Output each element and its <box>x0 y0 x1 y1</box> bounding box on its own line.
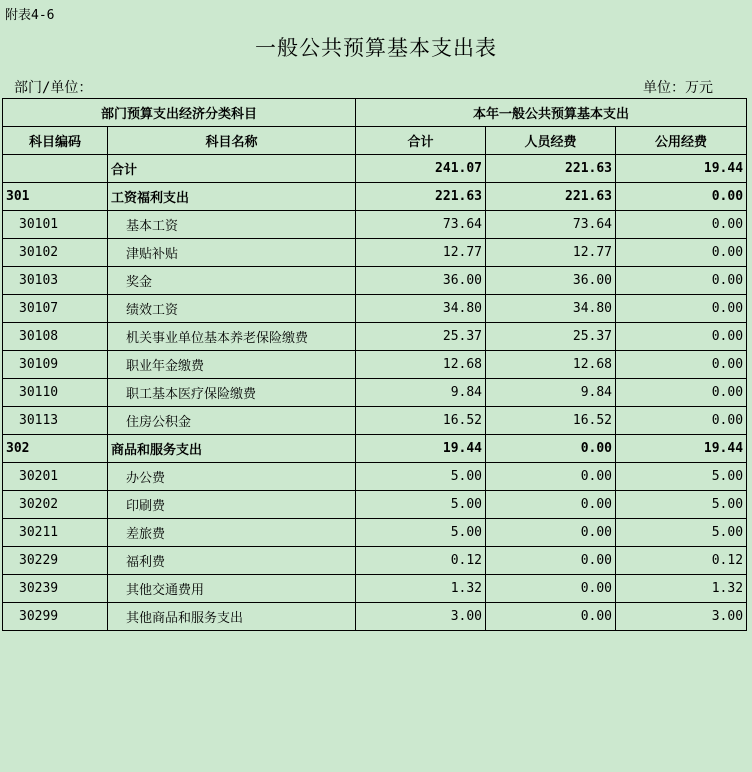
row-name: 工资福利支出 <box>108 183 356 211</box>
row-name: 其他商品和服务支出 <box>108 603 356 631</box>
header-row-group <box>3 99 747 127</box>
row-name: 住房公积金 <box>108 407 356 435</box>
row-personnel: 0.00 <box>486 575 616 603</box>
row-code: 30107 <box>3 295 108 323</box>
row-name: 印刷费 <box>108 491 356 519</box>
table-row[interactable] <box>3 267 747 295</box>
header-total: 合计 <box>356 127 486 155</box>
row-personnel: 221.63 <box>486 183 616 211</box>
table-row[interactable] <box>3 323 747 351</box>
row-personnel: 9.84 <box>486 379 616 407</box>
row-name: 基本工资 <box>108 211 356 239</box>
row-public: 0.00 <box>616 239 747 267</box>
row-public: 0.00 <box>616 407 747 435</box>
row-total: 73.64 <box>356 211 486 239</box>
header-name: 科目名称 <box>108 127 356 155</box>
table-row[interactable] <box>3 379 747 407</box>
header-personnel: 人员经费 <box>486 127 616 155</box>
table-row[interactable] <box>3 435 747 463</box>
row-public: 19.44 <box>616 155 747 183</box>
row-personnel: 36.00 <box>486 267 616 295</box>
row-total: 36.00 <box>356 267 486 295</box>
header-group-left: 部门预算支出经济分类科目 <box>3 99 356 127</box>
table-row[interactable] <box>3 183 747 211</box>
row-code: 302 <box>3 435 108 463</box>
header-group-right: 本年一般公共预算基本支出 <box>356 99 747 127</box>
table-body <box>3 155 747 631</box>
table-row[interactable] <box>3 491 747 519</box>
row-name: 其他交通费用 <box>108 575 356 603</box>
row-personnel: 0.00 <box>486 491 616 519</box>
table-row[interactable] <box>3 547 747 575</box>
row-personnel: 0.00 <box>486 547 616 575</box>
row-personnel: 0.00 <box>486 435 616 463</box>
table-row[interactable] <box>3 155 747 183</box>
row-code: 30229 <box>3 547 108 575</box>
row-total: 12.68 <box>356 351 486 379</box>
row-name: 合计 <box>108 155 356 183</box>
row-code: 30101 <box>3 211 108 239</box>
row-name: 商品和服务支出 <box>108 435 356 463</box>
row-personnel: 73.64 <box>486 211 616 239</box>
table-row[interactable] <box>3 239 747 267</box>
row-public: 0.00 <box>616 351 747 379</box>
row-code: 30211 <box>3 519 108 547</box>
row-public: 0.00 <box>616 267 747 295</box>
row-personnel: 0.00 <box>486 463 616 491</box>
header-public: 公用经费 <box>616 127 747 155</box>
row-code: 30108 <box>3 323 108 351</box>
row-name: 机关事业单位基本养老保险缴费 <box>108 323 356 351</box>
row-public: 5.00 <box>616 491 747 519</box>
row-code: 30202 <box>3 491 108 519</box>
row-personnel: 16.52 <box>486 407 616 435</box>
row-code: 301 <box>3 183 108 211</box>
row-personnel: 0.00 <box>486 519 616 547</box>
row-code <box>3 155 108 183</box>
row-total: 34.80 <box>356 295 486 323</box>
row-name: 津贴补贴 <box>108 239 356 267</box>
row-code: 30102 <box>3 239 108 267</box>
row-total: 5.00 <box>356 519 486 547</box>
row-code: 30299 <box>3 603 108 631</box>
unit-label: 单位：万元 <box>643 80 713 96</box>
table-row[interactable] <box>3 603 747 631</box>
row-code: 30110 <box>3 379 108 407</box>
row-public: 0.00 <box>616 295 747 323</box>
row-code: 30103 <box>3 267 108 295</box>
row-public: 19.44 <box>616 435 747 463</box>
row-public: 5.00 <box>616 463 747 491</box>
table-row[interactable] <box>3 519 747 547</box>
row-public: 0.12 <box>616 547 747 575</box>
table-row[interactable] <box>3 575 747 603</box>
row-code: 30109 <box>3 351 108 379</box>
row-total: 16.52 <box>356 407 486 435</box>
budget-table <box>2 98 747 631</box>
table-row[interactable] <box>3 211 747 239</box>
row-name: 绩效工资 <box>108 295 356 323</box>
page-title: 一般公共预算基本支出表 <box>255 36 497 60</box>
row-public: 0.00 <box>616 211 747 239</box>
row-personnel: 34.80 <box>486 295 616 323</box>
row-total: 0.12 <box>356 547 486 575</box>
table-row[interactable] <box>3 295 747 323</box>
row-total: 1.32 <box>356 575 486 603</box>
row-name: 办公费 <box>108 463 356 491</box>
row-personnel: 25.37 <box>486 323 616 351</box>
row-public: 0.00 <box>616 183 747 211</box>
row-total: 9.84 <box>356 379 486 407</box>
row-total: 5.00 <box>356 463 486 491</box>
row-total: 241.07 <box>356 155 486 183</box>
row-personnel: 221.63 <box>486 155 616 183</box>
table-row[interactable] <box>3 407 747 435</box>
row-name: 职业年金缴费 <box>108 351 356 379</box>
row-public: 0.00 <box>616 323 747 351</box>
department-label: 部门/单位： <box>14 80 93 96</box>
row-name: 差旅费 <box>108 519 356 547</box>
table-row[interactable] <box>3 463 747 491</box>
row-public: 3.00 <box>616 603 747 631</box>
row-name: 福利费 <box>108 547 356 575</box>
table-row[interactable] <box>3 351 747 379</box>
row-personnel: 12.77 <box>486 239 616 267</box>
row-personnel: 12.68 <box>486 351 616 379</box>
header-row-columns <box>3 127 747 155</box>
annex-label: 附表4-6 <box>5 8 55 23</box>
row-total: 19.44 <box>356 435 486 463</box>
row-personnel: 0.00 <box>486 603 616 631</box>
row-total: 221.63 <box>356 183 486 211</box>
row-total: 3.00 <box>356 603 486 631</box>
header-code: 科目编码 <box>3 127 108 155</box>
row-total: 12.77 <box>356 239 486 267</box>
row-code: 30201 <box>3 463 108 491</box>
row-name: 职工基本医疗保险缴费 <box>108 379 356 407</box>
row-public: 1.32 <box>616 575 747 603</box>
row-total: 5.00 <box>356 491 486 519</box>
row-code: 30239 <box>3 575 108 603</box>
row-total: 25.37 <box>356 323 486 351</box>
row-public: 0.00 <box>616 379 747 407</box>
row-public: 5.00 <box>616 519 747 547</box>
row-code: 30113 <box>3 407 108 435</box>
row-name: 奖金 <box>108 267 356 295</box>
